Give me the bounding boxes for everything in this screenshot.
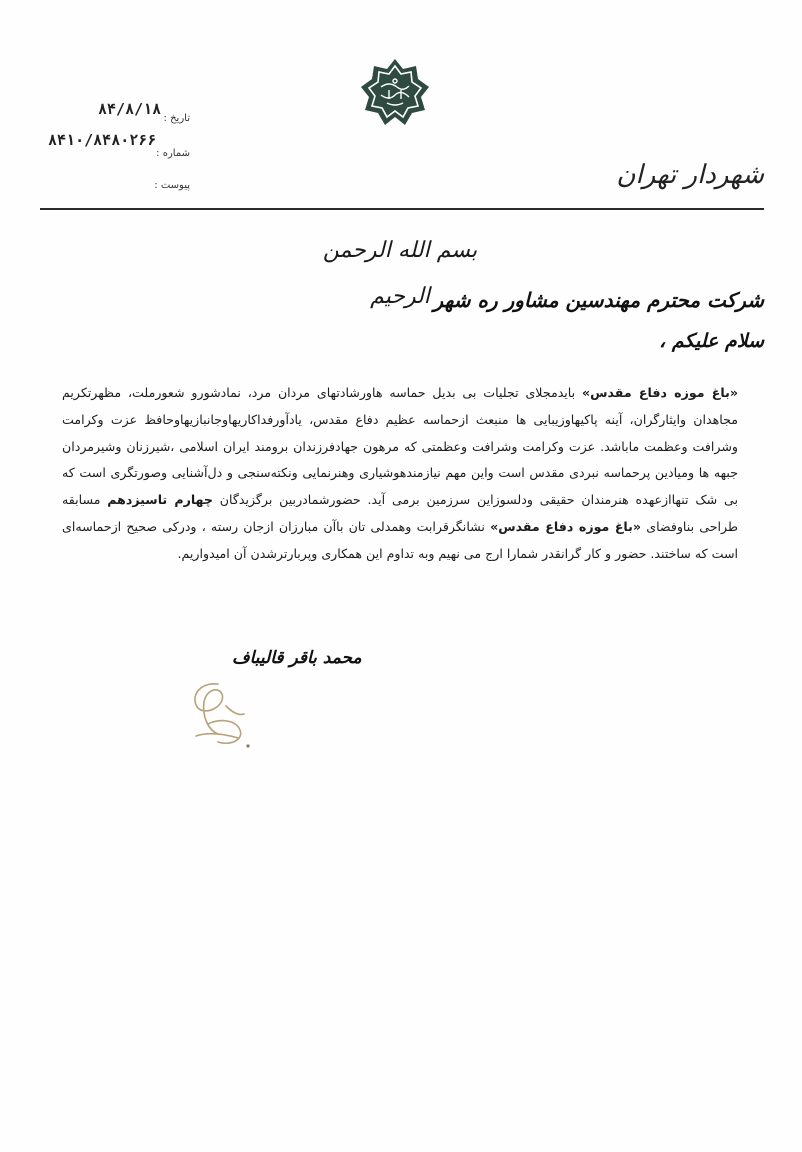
header-divider: [40, 208, 764, 210]
emphasis-text: «باغ موزه دفاع مقدس»: [582, 385, 738, 400]
basmala: بسم الله الرحمن الرحیم: [322, 238, 478, 309]
letter-body: [62, 380, 738, 568]
signature-icon: [178, 676, 268, 756]
recipient: شرکت محترم مهندسین مشاور ره شهر: [433, 288, 764, 312]
greeting: سلام علیکم ،: [659, 330, 764, 352]
municipality-emblem-icon: [359, 57, 431, 129]
number-label: شماره :: [156, 148, 190, 159]
body-text-segment: نشانگرقرابت وهمدلی تان باآن مبارزان ازجان رسته ، ودرکی صحیح ازحماسه‌ای است که ساختند. حضور و کار گرانقدر شمارا ارج می نهیم وبه تداوم این همکاری وپربارترشدن آن امیدواریم.: [62, 518, 738, 561]
number-value: ۸۴۱۰/۸۴۸۰۲۶۶: [48, 131, 157, 149]
attachment-label: پیوست :: [154, 180, 190, 191]
emphasis-text: «باغ موزه دفاع مقدس»: [490, 518, 642, 534]
emphasis-text: چهارم تاسیزدهم: [107, 492, 213, 508]
body-text-segment: مسابقه طراحی بناوفضای: [62, 492, 739, 534]
body-text-segment: بایدمجلای تجلیات بی بدیل حماسه هاورشادتهای مردان مرد، نمادشورو شعورملت، مظهرتکریم مجاهدان وایثارگران، آینه پاکیهاوزیبایی ها منبعث ازحماسه عظیم دفاع مقدس، یادآورفداکاریهاوجانبازیهاوحافظ عزت وکرامت وشرافت وعظمت ماباشد. عزت وکرامت وشرافت وعظمتی که مرهون جهادفرزندان برومند ایران اسلامی ،شیرزنان وشیرمردان جبهه ها ومیادین پرحماسه نبردی مقدس است واین مهم نیازمندهوشیاری وهنرنمایی ونکته‌سنجی و دل‌آشنایی وصورتگری است که بی شک تنهاازعهده هنرمندان حقیقی ودلسوزاین سرزمین برمی آید. حضورشمادربین برگزیدگان: [62, 385, 738, 508]
date-label: تاریخ :: [163, 113, 190, 124]
date-value: ۸۴/۸/۱۸: [98, 100, 162, 118]
signer-name: محمد باقر قالیباف: [232, 648, 362, 668]
org-name: شهردار تهران: [616, 160, 764, 190]
